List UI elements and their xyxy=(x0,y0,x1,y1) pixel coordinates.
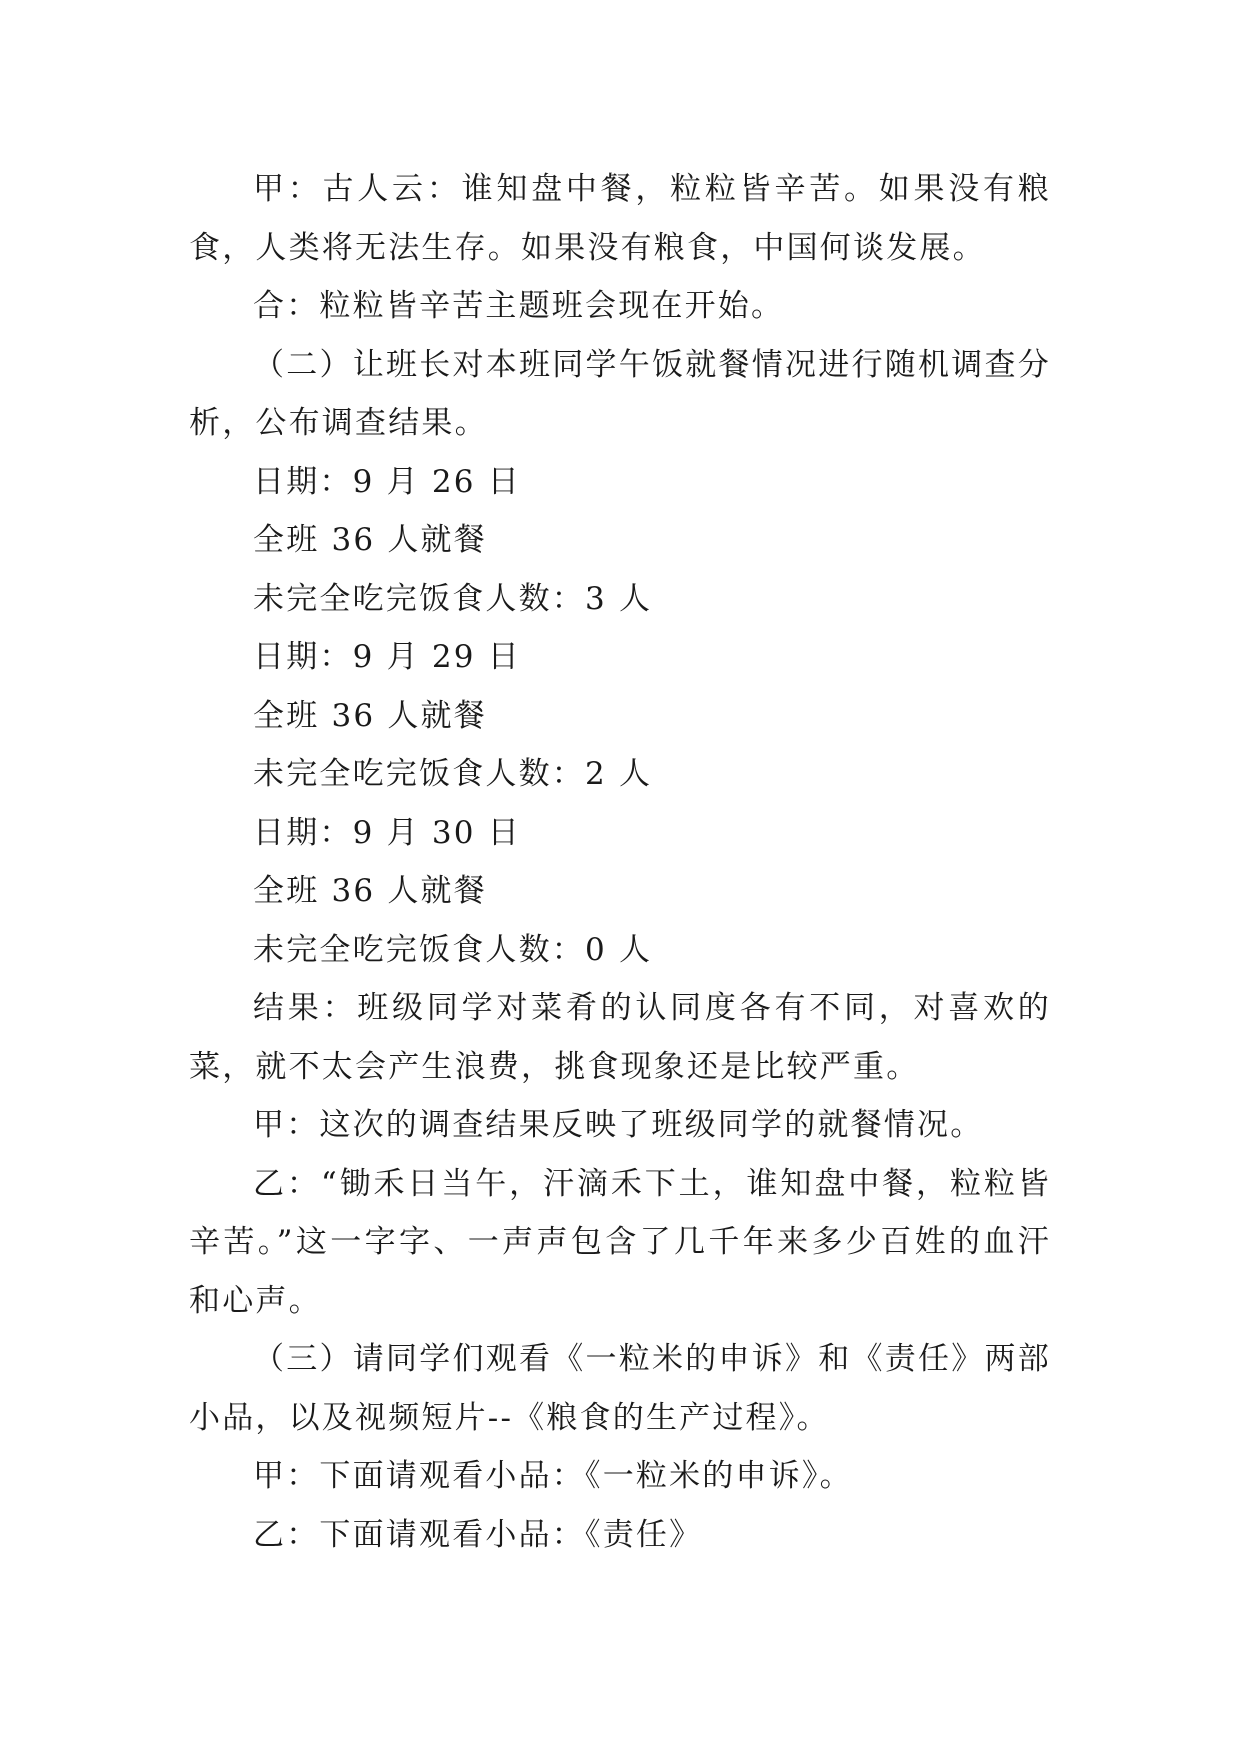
survey-leftover-3: 未完全吃完饭食人数：0 人 xyxy=(253,931,653,968)
survey-date-3: 日期：9 月 30 日 xyxy=(253,814,521,851)
paragraph-section-two: （二）让班长对本班同学午饭就餐情况进行随机调查分析，公布调查结果。 xyxy=(189,346,1051,441)
survey-date-2: 日期：9 月 29 日 xyxy=(253,639,521,675)
survey-leftover-2: 未完全吃完饭食人数：2 人 xyxy=(253,756,653,792)
paragraph-intro-jia: 甲：古人云：谁知盘中餐，粒粒皆辛苦。如果没有粮食，人类将无法生存。如果没有粮食，中国何谈发展。 xyxy=(189,171,1051,266)
paragraph-jia-skit: 甲：下面请观看小品：《一粒米的申诉》。 xyxy=(253,1458,853,1494)
paragraph-yi-poem: 乙：“锄禾日当午，汗滴禾下土，谁知盘中餐，粒粒皆辛苦。”这一字字、一声声包含了几千年来多少百姓的血汗和心声。 xyxy=(189,1165,1051,1319)
survey-diners-2: 全班 36 人就餐 xyxy=(253,697,487,734)
survey-diners-3: 全班 36 人就餐 xyxy=(253,873,487,909)
survey-leftover-1: 未完全吃完饭食人数：3 人 xyxy=(253,580,653,617)
survey-diners-1: 全班 36 人就餐 xyxy=(253,522,487,558)
paragraph-yi-skit: 乙：下面请观看小品：《责任》 xyxy=(253,1516,703,1553)
paragraph-jia-summary: 甲：这次的调查结果反映了班级同学的就餐情况。 xyxy=(253,1107,984,1143)
paragraph-opening-he: 合：粒粒皆辛苦主题班会现在开始。 xyxy=(253,288,785,324)
paragraph-section-three: （三）请同学们观看《一粒米的申诉》和《责任》两部小品，以及视频短片--《粮食的生产过程》。 xyxy=(189,1341,1051,1436)
document-body xyxy=(189,160,1051,1564)
paragraph-result: 结果：班级同学对菜肴的认同度各有不同，对喜欢的菜，就不太会产生浪费，挑食现象还是比较严重。 xyxy=(189,990,1051,1085)
survey-date-1: 日期：9 月 26 日 xyxy=(253,463,521,500)
